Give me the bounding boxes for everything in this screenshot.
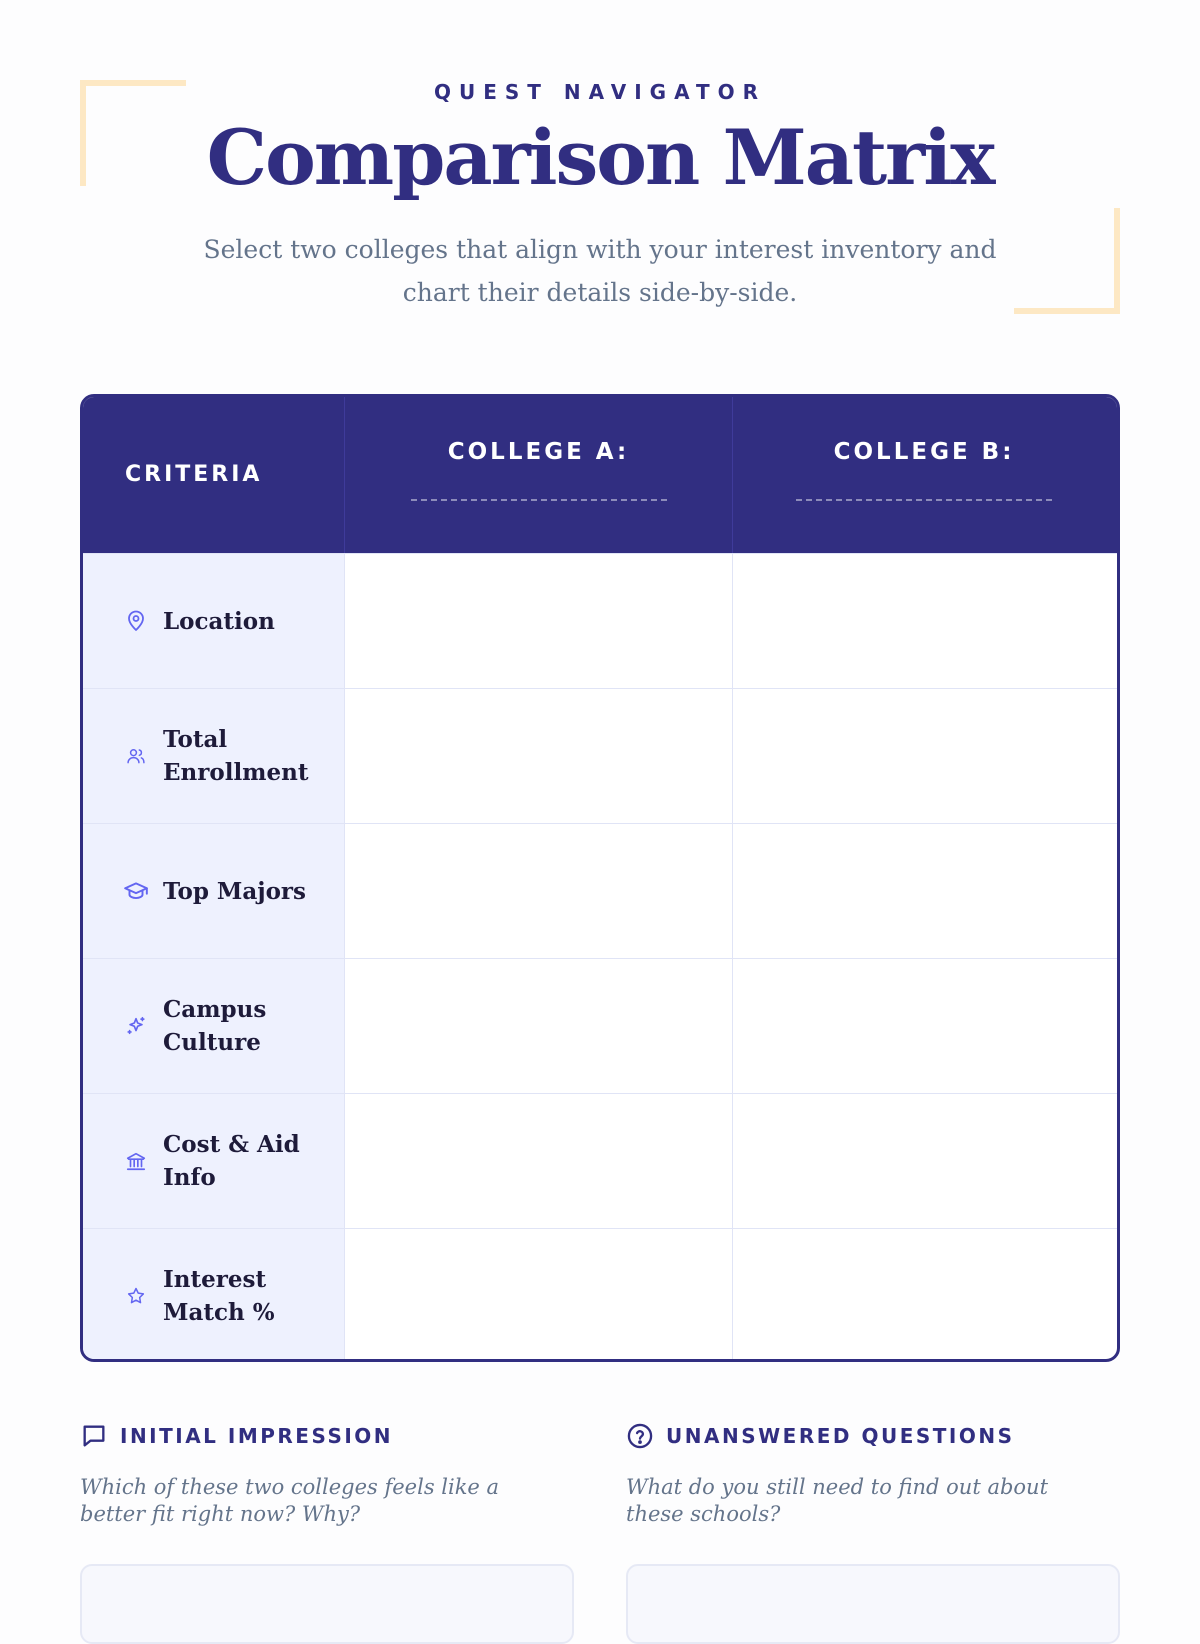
college-a-label: COLLEGE A:	[447, 439, 630, 465]
matrix-row-enrollment	[83, 688, 1117, 823]
section-header	[626, 1420, 1120, 1452]
row-label: Campus Culture	[163, 996, 267, 1056]
matrix-row-majors	[83, 823, 1117, 958]
college-a-cell[interactable]	[345, 824, 733, 958]
page-title: Comparison Matrix	[206, 113, 994, 202]
row-label-cell	[83, 824, 345, 958]
matrix-row-interest-match	[83, 1228, 1117, 1362]
star-icon	[123, 1283, 149, 1309]
matrix-row-location	[83, 553, 1117, 688]
matrix-header	[83, 397, 1117, 553]
header-criteria: CRITERIA	[83, 397, 345, 553]
college-b-cell[interactable]	[733, 1229, 1115, 1362]
row-label-cell	[83, 1229, 345, 1362]
row-label-cell	[83, 1094, 345, 1228]
initial-impression-section	[80, 1420, 574, 1528]
college-a-cell[interactable]	[345, 1094, 733, 1228]
matrix-row-culture	[83, 958, 1117, 1093]
college-b-cell[interactable]	[733, 959, 1115, 1093]
header-college-b	[733, 397, 1115, 553]
section-prompt: Which of these two colleges feels like a better fit right now? Why?	[80, 1475, 500, 1526]
eyebrow-label: QUEST NAVIGATOR	[433, 80, 767, 104]
college-a-cell[interactable]	[345, 554, 733, 688]
row-label-cell	[83, 689, 345, 823]
college-b-label: COLLEGE B:	[833, 439, 1015, 465]
college-a-cell[interactable]	[345, 689, 733, 823]
college-b-cell[interactable]	[733, 554, 1115, 688]
college-a-cell[interactable]	[345, 1229, 733, 1362]
matrix-row-cost	[83, 1093, 1117, 1228]
row-label: Total Enrollment	[163, 726, 309, 786]
row-label-cell	[83, 959, 345, 1093]
college-b-cell[interactable]	[733, 1094, 1115, 1228]
sparkles-icon	[123, 1013, 149, 1039]
bank-icon	[123, 1148, 149, 1174]
map-pin-icon	[123, 608, 149, 634]
college-b-cell[interactable]	[733, 824, 1115, 958]
comparison-matrix	[80, 394, 1120, 1362]
row-label-cell	[83, 554, 345, 688]
impression-answer-box[interactable]	[80, 1564, 574, 1644]
decorative-corner-bottom-right	[1014, 208, 1120, 314]
section-title: UNANSWERED QUESTIONS	[666, 1424, 1015, 1448]
row-label: Top Majors	[163, 877, 306, 905]
section-prompt: What do you still need to find out about these schools?	[626, 1475, 1049, 1526]
unanswered-questions-section	[626, 1420, 1120, 1528]
section-header	[80, 1420, 574, 1452]
row-label: Interest Match %	[163, 1266, 275, 1326]
message-square-icon	[80, 1422, 108, 1450]
college-b-name-line[interactable]	[796, 499, 1052, 501]
college-b-cell[interactable]	[733, 689, 1115, 823]
users-icon	[123, 743, 149, 769]
help-circle-icon	[626, 1422, 654, 1450]
row-label: Location	[163, 607, 275, 635]
graduation-cap-icon	[123, 878, 149, 904]
page-subtitle: Select two colleges that align with your interest inventory and chart their details side-by-side.	[203, 235, 997, 307]
questions-answer-box[interactable]	[626, 1564, 1120, 1644]
college-a-name-line[interactable]	[411, 499, 667, 501]
section-title: INITIAL IMPRESSION	[120, 1424, 394, 1448]
row-label: Cost & Aid Info	[163, 1131, 300, 1191]
header-college-a	[345, 397, 733, 553]
college-a-cell[interactable]	[345, 959, 733, 1093]
